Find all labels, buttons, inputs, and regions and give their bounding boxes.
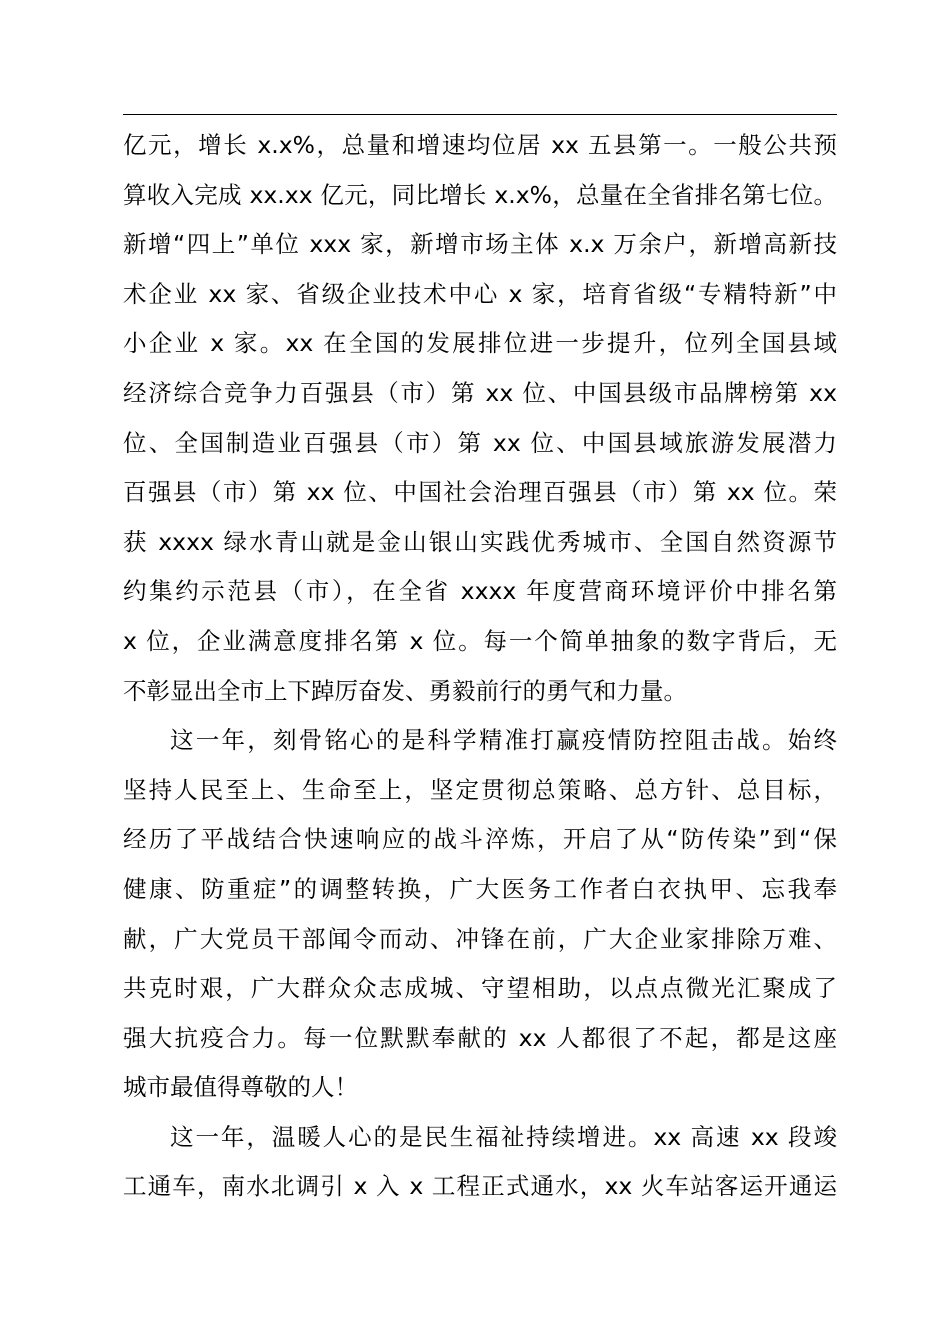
text-line: 算收入完成 xx.xx 亿元，同比增长 x.x%，总量在全省排名第七位。 — [123, 180, 837, 209]
text-line: 共克时艰，广大群众众志成城、守望相助，以点点微光汇聚成了 — [123, 974, 837, 1003]
text-line: 新增“四上”单位 xxx 家，新增市场主体 x.x 万余户，新增高新技 — [123, 230, 837, 259]
text-line: 术企业 xx 家、省级企业技术中心 x 家，培育省级“专精特新”中 — [123, 279, 837, 308]
text-line: 位、全国制造业百强县（市）第 xx 位、中国县域旅游发展潜力 — [123, 428, 837, 457]
text-line: 约集约示范县（市），在全省 xxxx 年度营商环境评价中排名第 — [123, 577, 837, 606]
paragraph-first-line: 这一年，刻骨铭心的是科学精准打赢疫情防控阻击战。始终 — [170, 726, 837, 755]
text-line: 经济综合竞争力百强县（市）第 xx 位、中国县级市品牌榜第 xx — [123, 378, 837, 407]
text-line: 不彰显出全市上下踔厉奋发、勇毅前行的勇气和力量。 — [123, 676, 687, 705]
text-line: 百强县（市）第 xx 位、中国社会治理百强县（市）第 xx 位。荣 — [123, 478, 837, 507]
text-line: 经历了平战结合快速响应的战斗淬炼，开启了从“防传染”到“保 — [123, 825, 837, 854]
text-line: 工通车，南水北调引 x 入 x 工程正式通水，xx 火车站客运开通运 — [123, 1172, 837, 1201]
paragraph-first-line: 这一年，温暖人心的是民生福祉持续增进。xx 高速 xx 段竣 — [170, 1122, 837, 1151]
text-line: 亿元，增长 x.x%，总量和增速均位居 xx 五县第一。一般公共预 — [123, 131, 837, 159]
text-line: x 位，企业满意度排名第 x 位。每一个简单抽象的数字背后，无 — [123, 626, 837, 655]
text-line: 坚持人民至上、生命至上，坚定贯彻总策略、总方针、总目标， — [123, 775, 837, 804]
text-line: 城市最值得尊敬的人！ — [123, 1073, 358, 1102]
text-line: 强大抗疫合力。每一位默默奉献的 xx 人都很了不起，都是这座 — [123, 1023, 837, 1052]
text-line: 献，广大党员干部闻令而动、冲锋在前，广大企业家排除万难、 — [123, 924, 837, 953]
text-line: 获 xxxx 绿水青山就是金山银山实践优秀城市、全国自然资源节 — [123, 527, 837, 556]
body-text — [123, 121, 837, 1212]
header-rule — [123, 114, 837, 115]
text-line: 健康、防重症”的调整转换，广大医务工作者白衣执甲、忘我奉 — [123, 874, 837, 903]
text-line: 小企业 x 家。xx 在全国的发展排位进一步提升，位列全国县域 — [123, 329, 837, 358]
